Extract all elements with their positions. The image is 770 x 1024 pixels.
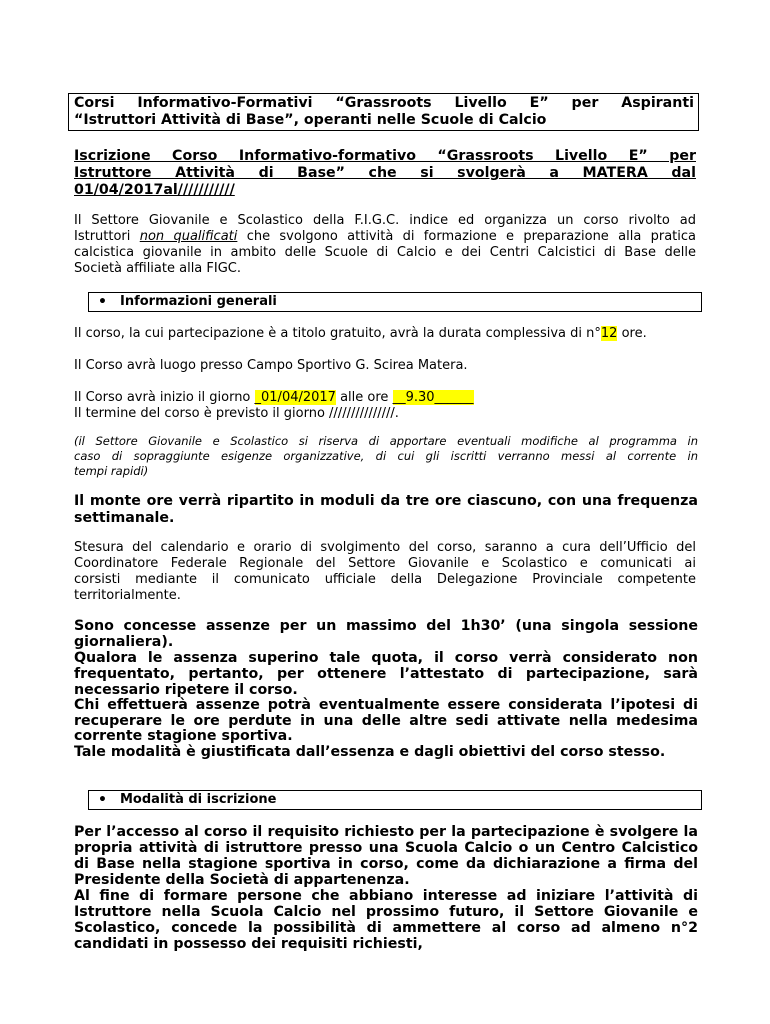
heading-line-3: 01/04/2017al/////////// [74, 182, 235, 198]
note-line-1: (il Settore Giovanile e Scolastico si riserva di apportare eventuali modifiche al programma in [74, 434, 698, 448]
modules-line-2: settimanale. [74, 510, 175, 526]
duration-line [74, 326, 647, 342]
absences-line-7: recuperare le ore perdute in una delle altre sedi attivate nella medesima [74, 713, 698, 729]
end-line: Il termine del corso è previsto il giorno ///////////////. [74, 406, 399, 421]
duration-value: 12 [600, 326, 618, 341]
start-time: __9.30______ [392, 390, 474, 405]
section-title-enrollment: Modalità di iscrizione [120, 792, 277, 807]
intro-line-2 [74, 229, 696, 245]
calendar-line-4: territorialmente. [74, 588, 181, 603]
section-header-general [88, 292, 702, 312]
heading-line-2: Istruttore Attività di Base” che si svolgerà a MATERA dal [74, 165, 696, 181]
section-header-enrollment [88, 790, 702, 810]
bullet-icon: • [98, 294, 107, 310]
absences-line-9: Tale modalità è giustificata dall’essenza e dagli obiettivi del corso stesso. [74, 744, 666, 760]
intro-line-2-pre: Istruttori [74, 229, 140, 244]
enrollment-line-3: di Base nella stagione sportiva in corso, come da dichiarazione a firma del [74, 856, 698, 872]
absences-line-8: corrente stagione sportiva. [74, 728, 293, 744]
intro-line-1: Il Settore Giovanile e Scolastico della F.I.G.C. indice ed organizza un corso rivolto ad [74, 213, 696, 228]
absences-line-5: necessario ripetere il corso. [74, 682, 298, 698]
duration-text: Il corso, la cui partecipazione è a titolo gratuito, avrà la durata complessiva di n° [74, 326, 601, 341]
enrollment-line-4: Presidente della Società di appartenenza. [74, 872, 410, 888]
absences-line-3: Qualora le assenza superino tale quota, il corso verrà considerato non [74, 650, 698, 666]
enrollment-line-1: Per l’accesso al corso il requisito richiesto per la partecipazione è svolgere la [74, 824, 698, 840]
absences-line-1: Sono concesse assenze per un massimo del 1h30’ (una singola sessione [74, 618, 698, 634]
start-text: Il Corso avrà inizio il giorno [74, 390, 255, 405]
modules-line-1: Il monte ore verrà ripartito in moduli da tre ore ciascuno, con una frequenza [74, 493, 698, 509]
absences-line-4: frequentato, pertanto, per ottenere l’attestato di partecipazione, sarà [74, 666, 698, 682]
enrollment-line-2: propria attività di istruttore presso una Scuola Calcio o un Centro Calcistico [74, 840, 698, 856]
title-line-2: “Istruttori Attività di Base”, operanti nelle Scuole di Calcio [74, 112, 547, 128]
title-box [68, 93, 699, 131]
absences-line-2: giornaliera). [74, 634, 174, 650]
location-line: Il Corso avrà luogo presso Campo Sportivo G. Scirea Matera. [74, 358, 468, 373]
note-line-3: tempi rapidi) [74, 464, 149, 478]
title-line-1: Corsi Informativo-Formativi “Grassroots Livello E” per Aspiranti [74, 95, 694, 111]
note-line-2: caso di sopraggiunte esigenze organizzative, di cui gli iscritti verranno messi al corrente in [74, 449, 698, 463]
intro-line-3: calcistica giovanile in ambito delle Scuole di Calcio e dei Centri Calcistici di Base delle [74, 245, 696, 260]
start-date: _01/04/2017 [254, 390, 336, 405]
duration-unit: ore. [617, 326, 647, 341]
bullet-icon: • [98, 792, 107, 808]
enrollment-line-8: candidati in possesso dei requisiti richiesti, [74, 936, 423, 952]
calendar-line-2: Coordinatore Federale Regionale del Settore Giovanile e Scolastico e comunicati ai [74, 556, 696, 571]
calendar-line-1: Stesura del calendario e orario di svolgimento del corso, saranno a cura dell’Ufficio del [74, 540, 696, 555]
heading-line-1: Iscrizione Corso Informativo-formativo “Grassroots Livello E” per [74, 148, 696, 164]
start-line [74, 390, 474, 406]
calendar-line-3: corsisti mediante il comunicato ufficiale della Delegazione Provinciale competente [74, 572, 696, 587]
absences-line-6: Chi effettuerà assenze potrà eventualmente essere considerata l’ipotesi di [74, 697, 698, 713]
enrollment-line-7: Scolastico, concede la possibilità di ammettere al corso ad almeno n°2 [74, 920, 698, 936]
enrollment-line-6: Istruttore nella Scuola Calcio nel prossimo futuro, il Settore Giovanile e [74, 904, 698, 920]
start-mid: alle ore [335, 390, 393, 405]
section-title-general: Informazioni generali [120, 294, 277, 309]
intro-emphasis: non qualificati [139, 229, 238, 244]
intro-line-2-post: che svolgono attività di formazione e preparazione alla pratica [237, 229, 696, 244]
intro-line-4: Società affiliate alla FIGC. [74, 261, 241, 276]
enrollment-line-5: Al fine di formare persone che abbiano interesse ad iniziare l’attività di [74, 888, 698, 904]
